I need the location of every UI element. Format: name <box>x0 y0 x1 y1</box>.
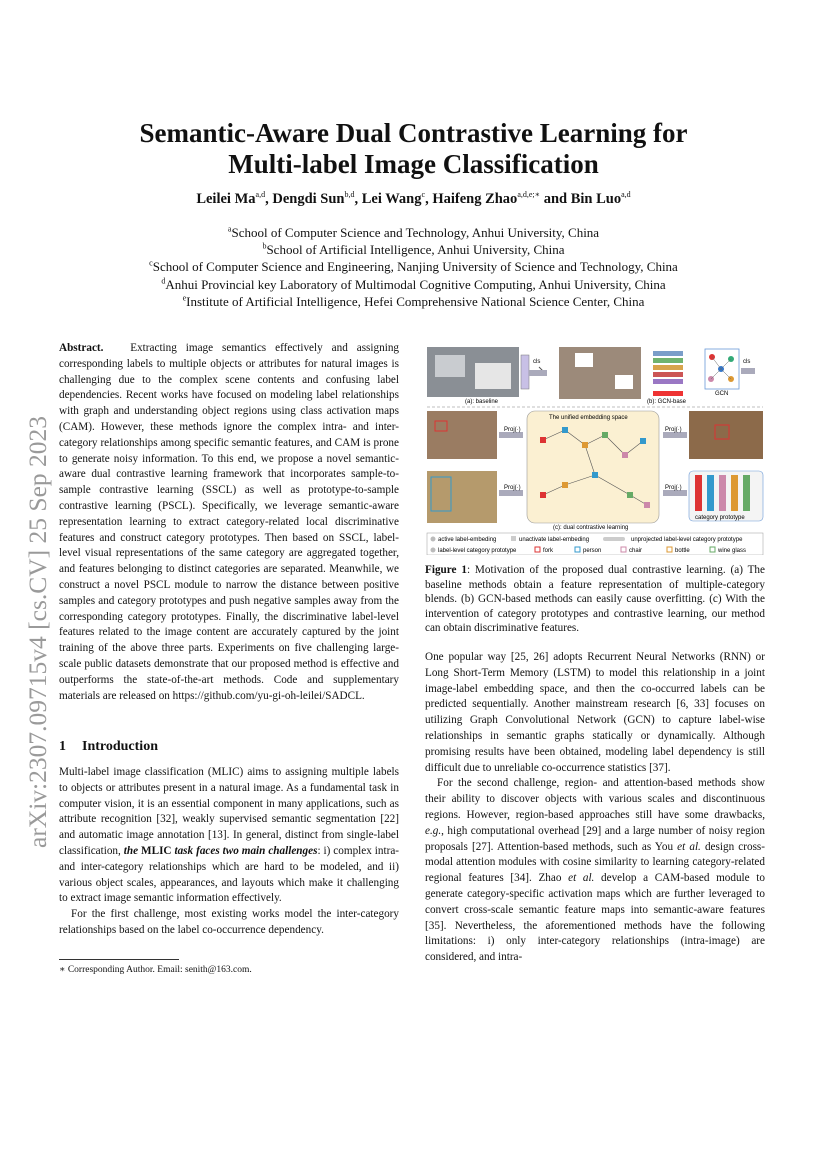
affiliation: $^e$Institute of Artificial Intelligence, Hefei Comprehensive National Science Center, China <box>182 293 645 309</box>
proj-label: Proj(·) <box>504 427 521 433</box>
abstract-label: Abstract. <box>59 342 104 354</box>
legend-item: wine glass <box>718 548 747 554</box>
cls-label: cls <box>533 359 541 365</box>
author: Leilei Ma <box>196 191 256 207</box>
panel-b-label: (b): GCN-base <box>647 399 687 405</box>
figure-1-diagram <box>425 345 765 555</box>
arxiv-stamp <box>16 360 56 850</box>
title-line-1: Semantic-Aware Dual Contrastive Learning for <box>139 118 688 148</box>
arxiv-id: arXiv:2307.09715v4 [cs.CV] 25 Sep 2023 <box>23 415 52 848</box>
right-column-body <box>425 650 765 966</box>
introduction-body <box>59 765 399 939</box>
abstract-text: Extracting image semantics effectively and assigning corresponding labels to multiple objects or attributes for natural images is challenging due to the complex scene contents and confusing label dependencies. Recent works have focused on modeling label relationships with graph and understanding object regions using class activation maps (CAM). However, these methods ignore the complex intra- and inter-category relationships among specific semantic features, and CAM is prone to generate noisy information. To this end, we propose a novel semantic-aware dual contrastive learning framework that incorporates sample-to-sample contrastive learning (SSCL) as well as prototype-to-sample contrastive learning (PSCL). Specifically, we leverage semantic-aware representation learning to extract category-related local discriminative features and construct category prototypes. Then based on SSCL, label-level visual representations of the same category are aggregated together, and features belonging to distinct categories are separated. Meanwhile, we construct a novel PSCL module to narrow the distance between positive samples and category prototypes and push negative samples away from the corresponding category prototypes. Finally, the discriminative label-level features related to the image content are accurately captured by the joint training of the above three parts. Experiments on five challenging large-scale public datasets demonstrate that our proposed method is effective and outperforms the state-of-the-art methods. Code and supplementary materials are released on https://github.com/yu-gi-oh-leilei/SADCL. <box>59 342 400 702</box>
figure-1 <box>425 345 765 555</box>
legend-item: unprojected label-level category prototype <box>631 537 743 543</box>
author-sup: c <box>421 190 426 200</box>
legend-item: bottle <box>675 548 690 554</box>
proj-label: Proj(·) <box>665 485 682 491</box>
title-line-2: Multi-label Image Classification <box>228 149 599 179</box>
proj-label: Proj(·) <box>665 427 682 433</box>
photo-left-2 <box>427 471 497 523</box>
caption-text: : Motivation of the proposed dual contrastive learning. (a) The baseline methods obtain a feature representation of multiple-category blends. (b) GCN-based methods can easily cause overfitting. (c) With the intervention of category prototypes and contrastive learning, our method can obtain discriminative features. <box>425 564 765 635</box>
legend-item: fork <box>543 548 554 554</box>
figure-caption <box>425 563 765 636</box>
author-sup: a,d <box>621 190 631 200</box>
legend-item: unactivate label-embeding <box>519 537 590 543</box>
author-sup: a,d,e;∗ <box>517 190 541 200</box>
label-embedding-stack <box>653 351 683 396</box>
abstract <box>59 341 399 704</box>
gcn-label: GCN <box>715 391 729 397</box>
affiliation: $^b$School of Artificial Intelligence, Anhui University, China <box>262 241 565 258</box>
affiliation: $^d$Anhui Provincial key Laboratory of Multimodal Cognitive Computing, Anhui University, China <box>161 276 666 292</box>
author: Bin Luo <box>570 191 622 207</box>
author-list: Leilei Ma$^{a,d}$, Dengdi Sun$^{b,d}$, Lei Wang$^c$, Haifeng Zhao$^{a,d,e;∗}$ and Bin Luo$^{a,d}$ <box>196 190 631 207</box>
photo-left-1 <box>427 411 497 459</box>
author-sup: a,d <box>255 190 266 200</box>
paragraph: Multi-label image classification (MLIC) aims to assigning multiple labels to objects or attributes present in a natural image. As a fundamental task in computer vision, it is an essential component in many applications, such as attribute recognition [32], weakly supervised semantic segmentation [22] and automatic image annotation [13]. In general, distinct from single-label classification, the MLIC task faces two main challenges: i) complex intra- and inter-category relationships which are hard to be modeled, and ii) various object scales, appearances, and layouts which make it challenging to extract image semantic information effectively. <box>59 766 400 905</box>
space-label: The unified embedding space <box>549 415 628 421</box>
cls-label: cls <box>743 359 751 365</box>
author: Haifeng Zhao <box>432 191 518 207</box>
affiliation: $^c$School of Computer Science and Engineering, Nanjing University of Science and Technology, China <box>149 259 678 275</box>
author-sup: b,d <box>344 190 355 200</box>
legend-item: person <box>583 548 602 554</box>
caption-label: Figure 1 <box>425 564 467 576</box>
affiliations <box>60 224 767 310</box>
paragraph: For the first challenge, most existing works model the inter-category relationships based on the label co-occurrence dependency. <box>59 908 399 936</box>
legend-item: active label-embeding <box>438 537 497 543</box>
affiliation: $^a$School of Computer Science and Technology, Anhui University, China <box>227 224 600 240</box>
paragraph: One popular way [25, 26] adopts Recurrent Neural Networks (RNN) or Long Short-Term Memory (LSTM) to model this relationship in a joint image-label embedding space, and then the co-occurred labels can be predicted sequentially. Another mainstream research [6, 33] focuses on utilizing Graph Convolutional Network (GCN) to capture label-wise relationships in semantic graphs statically or dynamically. Although promising results have been obtained, modeling label dependency is still difficult due to unreliable co-occurrence statistics [37]. <box>425 651 765 774</box>
photo-gcn <box>559 347 641 399</box>
section-heading-introduction: 1 Introduction <box>59 739 158 754</box>
paragraph: For the second challenge, region- and attention-based methods show their ability to discover objects with various scales and discontinuous regions. However, region-based approaches still have some drawbacks, e.g., high computational overhead [29] and a large number of noisy region proposals [27]. Attention-based methods, such as You et al. design cross-modal attention modules with cosine similarity to learning category-related regional features [34]. Zhao et al. develop a CAM-based module to generate category-specific activation maps which are further leveraged to convert cross-scale semantic feature maps into semantic-aware features [35]. Nevertheless, the aforementioned methods have the following limitations: i) only inter-category relationships (intra-image) are considered, and intra- <box>425 777 765 964</box>
legend-item: label-level category prototype <box>438 548 517 554</box>
footnote-rule <box>59 959 179 960</box>
footnote: ∗ Corresponding Author. Email: senith@163.com. <box>59 965 252 975</box>
author: Lei Wang <box>361 191 422 207</box>
paper-title <box>80 118 747 180</box>
proj-label: Proj(·) <box>504 485 521 491</box>
author: Dengdi Sun <box>272 191 345 207</box>
legend-item: chair <box>629 548 643 554</box>
panel-a-label: (a): baseline <box>465 399 499 405</box>
unified-embedding-space <box>527 411 659 523</box>
photo-right-1 <box>689 411 763 459</box>
prototype-label: category prototype <box>695 515 745 521</box>
panel-c-label: (c): dual contrastive learning <box>553 525 629 531</box>
